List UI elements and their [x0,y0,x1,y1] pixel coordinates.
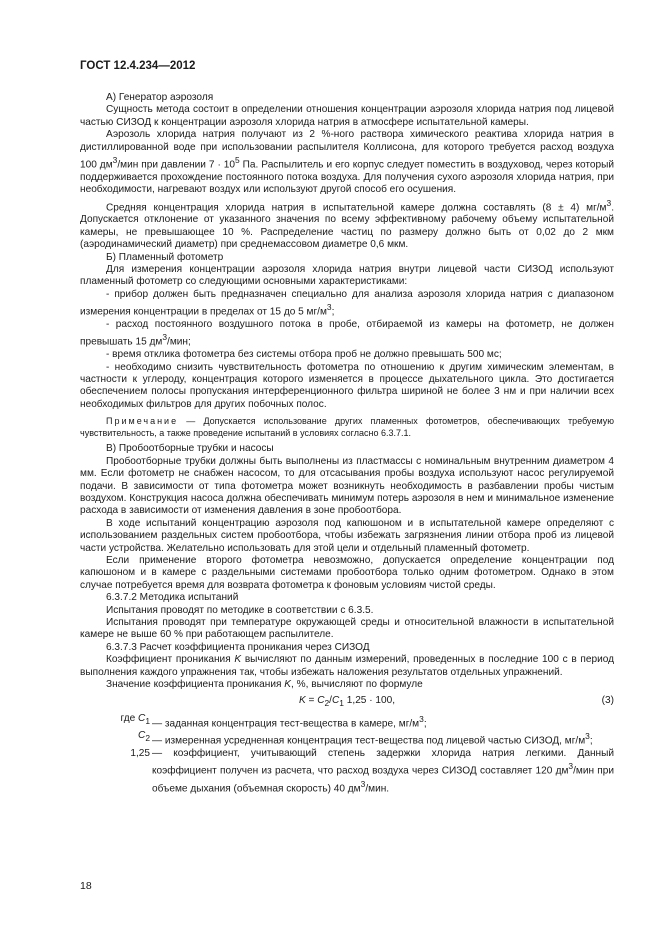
list-item: - прибор должен быть предназначен специально для анализа аэрозоля хлорида натрия с диапазоном измерения концентрации в пределах от 15 до 5 $мг/м^3$; [80,288,614,318]
where-item: где $C_1$ — заданная концентрация тест-вещества в камере, $мг/м^3$; [120,712,427,729]
paragraph: Для измерения концентрации аэрозоля хлорида натрия внутри лицевой части СИЗОД используют пламенный фотометр со следующими основными характеристиками: [80,264,614,288]
paragraph: Аэрозоль хлорида натрия получают из 2 %-ного раствора химического реактива хлорида натрия в дистиллированной воде при использовании распылителя Коллисона, для которого требуется расход воздуха 100 $дм^3$/мин при давлении $7 \cdot 10^5$ Па. Распылитель и его корпус следует поместить в воздуховод, через который поддерживается прохождение постоянного потока воздуха. Для получения сухого аэрозоля хлорида натрия, при необходимости, нагревают воздух или используют другой способ его осушения. [80,129,615,196]
paragraph: Средняя концентрация хлорида натрия в испытательной камере должна составлять (8 ± 4) $мг/м^3$. Допускается отклонение от указанного значения по всему эффективному рабочему объему испытательной камеры, не превышающее 10 %. Распределение частиц по размеру должно быть от 0,02 до 2 мкм (аэродинамический диаметр) при среднемассовом диаметре 0,6 мкм. [80,197,614,251]
paragraph: В ходе испытаний концентрацию аэрозоля под капюшоном и в испытательной камере определяют с использованием раздельных систем пробоотбора, чтобы избежать загрязнения линии отбора проб из лицевой части устройства. Желательно использовать для этой цели и отдельный пламенный фотометр. [80,517,614,554]
paragraph: Сущность метода состоит в определении отношения концентрации аэрозоля хлорида натрия под лицевой частью СИЗОД к концентрации аэрозоля хлорида натрия в атмосфере испытательной камеры. [80,104,614,128]
paragraph: Если применение второго фотометра невозможно, допускается определение концентрации под капюшоном и в камере с раздельными системами пробоотбора только одним фотометром. Однако в этом случае потребуется время для возврата фотометра к фоновым условиям чистой среды. [80,555,614,591]
list-item: - расход постоянного воздушного потока в пробе, отбираемой из камеры на фотометр, не должен превышать 15 $дм^3$/мин; [80,318,614,348]
note: Примечание — Допускается использование других пламенных фотометров, обеспечивающих требуемую чувствительность, а также проведение испытаний в условиях согласно 6.3.7.1. [80,416,614,438]
document-header: ГОСТ 12.4.234—2012 [80,60,196,72]
paragraph: Коэффициент проникания K вычисляют по данным измерений, проведенных в последние 100 с в период выполнения каждого упражнения так, чтобы избежать наложения результатов отдельных упражнений. [80,654,614,678]
section-heading-a: А) Генератор аэрозоля [106,92,214,103]
document-body [80,92,614,796]
formula-expression: $K = C_2/C_1$ 1,25 · 100, [298,694,396,708]
paragraph: Значение коэффициента проникания K, %, вычисляют по формуле [106,679,423,691]
where-item: 1,25 — коэффициент, учитывающий степень задержки хлорида натрия легкими. Данный коэффициент получен из расчета, что расход воздуха через СИЗОД составляет 120 $дм^3$/мин при объеме дыхания (объемная скорость) 40 $дм^3$/мин. [130,748,614,795]
list-item: - необходимо снизить чувствительность фотометра по отношению к другим химическим элементам, в частности к углероду, концентрация которого изменяется в процессе дыхательного цикла. Это достигается обеспечением полосы пропускания интерференционного фильтра шириной не более 3 нм и при наличии всех необходимых фильтров для других побочных полос. [80,361,614,410]
formula [80,695,614,710]
paragraph: Испытания проводят по методике в соответствии с 6.3.5. [106,604,374,616]
formula-number: (3) [601,694,614,706]
paragraph: Пробоотборные трубки должны быть выполнены из пластмассы с номинальным внутренним диаметром 4 мм. Если фотометр не снабжен насосом, то для отсасывания пробы воздуха используют насос регулируемой подачи. В зависимости от типа фотометра может возникнуть необходимость в разбавлении пробы чистым воздухом. Конструкция насоса должна обеспечивать минимум потерь аэрозоля в нем и минимальное изменение расхода в зависимости от изменения давления в зоне пробоотбора. [80,455,614,517]
list-item: - время отклика фотометра без системы отбора проб не должно превышать 500 мс; [106,349,502,361]
section-heading-v: В) Пробоотборные трубки и насосы [106,443,274,455]
where-item: $C_2$ — измеренная усредненная концентрация тест-вещества под лицевой частью СИЗОД, $мг/м^3$; [138,730,593,747]
subsection-heading-6372: 6.3.7.2 Методика испытаний [106,592,239,604]
section-heading-b: Б) Пламенный фотометр [106,251,224,263]
subsection-heading-6373: 6.3.7.3 Расчет коэффициента проникания через СИЗОД [106,641,370,653]
page-number: 18 [80,880,92,892]
paragraph: Испытания проводят при температуре окружающей среды и относительной влажности в испытательной камере не выше 60 % при работающем распылителе. [80,617,614,641]
